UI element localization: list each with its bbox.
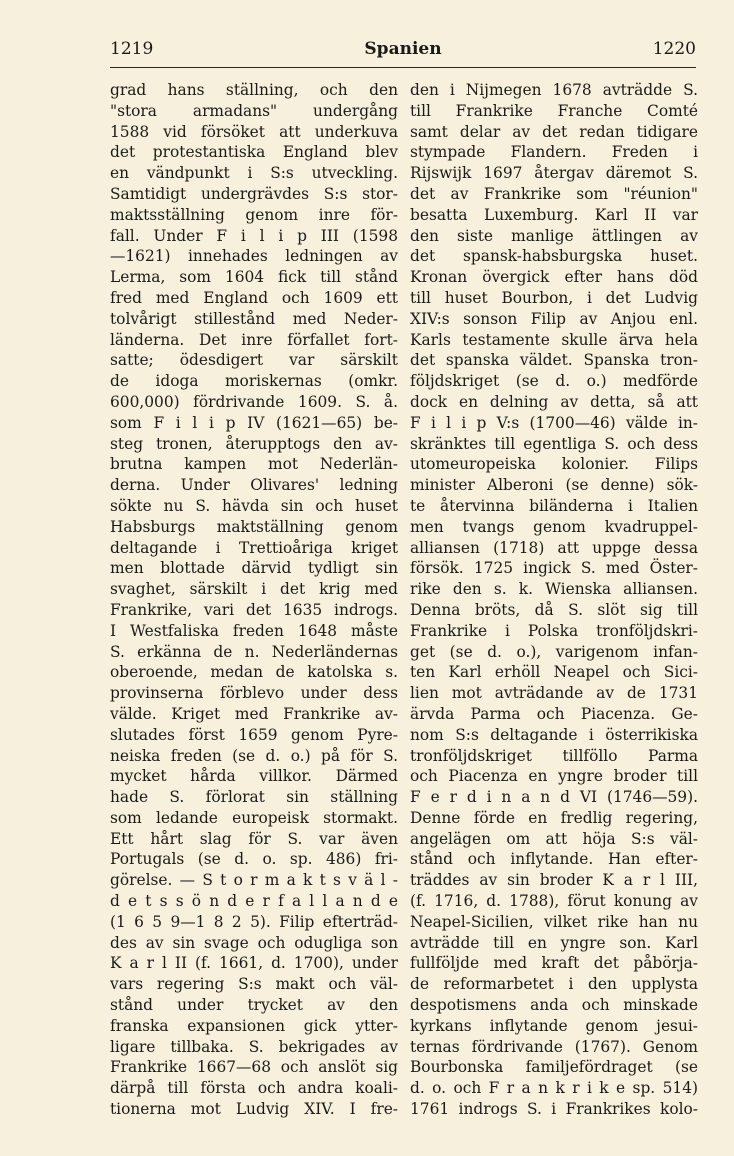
text-line: stympade Flandern. Freden i [410,143,698,162]
text-line: Kronan övergick efter hans död [410,268,698,287]
text-line: träddes av sin broder K a r l III, [410,871,698,890]
text-line: provinserna förblevo under dess [110,684,398,703]
text-line: S. erkänna de n. Nederländernas [110,642,398,661]
text-line: d. o. och F r a n k r i k e sp. 514) [410,1079,698,1098]
text-line: ärvda Parma och Piacenza. Ge- [410,704,698,723]
text-line: rike den s. k. Wienska alliansen. [410,580,698,599]
page-header [110,36,696,62]
text-line: välde. Kriget med Frankrike av- [110,704,398,723]
text-line: det spanska väldet. Spanska tron- [410,351,698,370]
text-line: vars regering S:s makt och väl- [110,975,398,994]
text-line: det av Frankrike som "réunion" [410,184,698,203]
text-line: utomeuropeiska kolonier. Filips [410,455,698,474]
text-line: men blottade därvid tydligt sin [110,559,398,578]
text-line: till huset Bourbon, i det Ludvig [410,288,698,307]
text-line: Denna bröts, då S. slöt sig till [410,600,698,619]
text-line: dock en delning av detta, så att [410,392,698,411]
text-line: deltagande i Trettioåriga kriget [110,538,398,557]
page-number-left: 1219 [110,39,154,59]
text-line: Neapel-Sicilien, vilket rike han nu [410,912,698,931]
text-line: försök. 1725 ingick S. med Öster- [410,559,698,578]
text-line: tionerna mot Ludvig XIV. I fre- [110,1100,398,1119]
page-number-right: 1220 [652,39,696,59]
text-line: I Westfaliska freden 1648 måste [110,621,398,640]
text-line: mycket hårda villkor. Därmed [110,767,398,786]
text-line: kyrkans inflytande genom jesui- [410,1016,698,1035]
text-line: det protestantiska England blev [110,143,398,162]
text-line: satte; ödesdigert var särskilt [110,351,398,370]
left-column [110,80,398,1120]
text-line: "stora armadans" undergång [110,101,398,120]
text-line: sökte nu S. hävda sin och huset [110,496,398,515]
text-line: oberoende, medan de katolska s. [110,663,398,682]
text-line: svaghet, särskilt i det krig med [110,580,398,599]
text-line: lien mot avträdande av de 1731 [410,684,698,703]
text-line: (f. 1716, d. 1788), förut konung av [410,892,698,911]
text-line: Ett hårt slag för S. var även [110,829,398,848]
text-line: samt delar av det redan tidigare [410,122,698,141]
text-line: de idoga moriskernas (omkr. [110,372,398,391]
text-line: görelse. — S t o r m a k t s v ä l - [110,871,398,890]
text-line: avträdde till en yngre son. Karl [410,933,698,952]
text-line: den i Nijmegen 1678 avträdde S. [410,81,698,99]
text-line: despotismens anda och minskade [410,996,698,1015]
text-line: 1761 indrogs S. i Frankrikes kolo- [410,1100,698,1119]
text-line: Lerma, som 1604 fick till stånd [110,268,398,287]
text-line: till Frankrike Franche Comté [410,101,698,120]
text-line: d e t s s ö n d e r f a l l a n d e [110,892,398,911]
text-line: som F i l i p IV (1621—65) be- [110,413,398,432]
text-line: ligare tillbaka. S. bekrigades av [110,1037,398,1056]
text-line: slutades först 1659 genom Pyre- [110,725,398,744]
text-line: tolvårigt stillestånd med Neder- [110,309,398,328]
text-line: ternas fördrivande (1767). Genom [410,1037,698,1056]
text-line: Samtidigt undergrävdes S:s stor- [110,184,398,203]
text-line: följdskriget (se d. o.) medförde [410,372,698,391]
text-line: skränktes till egentliga S. och dess [410,434,698,453]
text-line: tronföljdskriget tillföllo Parma [410,746,698,765]
text-line: Rijswijk 1697 återgav däremot S. [410,164,698,183]
text-line: franska expansionen gick ytter- [110,1016,398,1035]
text-line: Portugals (se d. o. sp. 486) fri- [110,850,398,869]
running-title: Spanien [364,39,442,59]
text-line: Frankrike, vari det 1635 indrogs. [110,600,398,619]
text-line: Karls testamente skulle ärva hela [410,330,698,349]
text-line: angelägen om att höja S:s väl- [410,829,698,848]
text-line: F i l i p V:s (1700—46) välde in- [410,413,698,432]
text-line: derna. Under Olivares' ledning [110,476,398,495]
text-line: men tvangs genom kvadruppel- [410,517,698,536]
text-line: —1621) innehades ledningen av [110,247,398,266]
text-line: Frankrike i Polska tronföljdskri- [410,621,698,640]
text-line: fall. Under F i l i p III (1598 [110,226,398,245]
text-line: som ledande europeisk stormakt. [110,808,398,827]
text-line: Habsburgs maktställning genom [110,517,398,536]
text-line: get (se d. o.), varigenom infan- [410,642,698,661]
text-line: en vändpunkt i S:s utveckling. [110,164,398,183]
text-line: steg tronen, återupptogs den av- [110,434,398,453]
text-line: grad hans ställning, och den [110,81,398,99]
text-line: fullföljde med kraft det påbörja- [410,954,698,973]
text-line: det spansk-habsburgska huset. [410,247,698,266]
text-line: hade S. förlorat sin ställning [110,788,398,807]
text-line: ten Karl erhöll Neapel och Sici- [410,663,698,682]
text-line: 1588 vid försöket att underkuva [110,122,398,141]
text-line: därpå till första och andra koali- [110,1079,398,1098]
text-line: länderna. Det inre förfallet fort- [110,330,398,349]
header-rule [110,67,696,68]
text-line: nom S:s deltagande i österrikiska [410,725,698,744]
text-line: stånd och inflytande. Han efter- [410,850,698,869]
text-line: XIV:s sonson Filip av Anjou enl. [410,309,698,328]
text-line: minister Alberoni (se denne) sök- [410,476,698,495]
text-line: des av sin svage och odugliga son [110,933,398,952]
text-line: K a r l II (f. 1661, d. 1700), under [110,954,398,973]
text-line: och Piacenza en yngre broder till [410,767,698,786]
right-column [410,80,698,1120]
text-line: brutna kampen mot Nederlän- [110,455,398,474]
text-line: besatta Luxemburg. Karl II var [410,205,698,224]
text-line: stånd under trycket av den [110,996,398,1015]
text-line: 600,000) fördrivande 1609. S. å. [110,392,398,411]
text-line: Bourbonska familjefördraget (se [410,1058,698,1077]
text-line: den siste manlige ättlingen av [410,226,698,245]
text-line: Denne förde en fredlig regering, [410,808,698,827]
text-line: (1 6 5 9—1 8 2 5). Filip efterträd- [110,912,398,931]
text-line: F e r d i n a n d VI (1746—59). [410,788,698,807]
text-line: maktsställning genom inre för- [110,205,398,224]
text-line: te återvinna biländerna i Italien [410,496,698,515]
text-line: alliansen (1718) att uppge dessa [410,538,698,557]
text-line: Frankrike 1667—68 och anslöt sig [110,1058,398,1077]
text-line: de reformarbetet i den upplysta [410,975,698,994]
text-line: neiska freden (se d. o.) på för S. [110,746,398,765]
text-line: fred med England och 1609 ett [110,288,398,307]
